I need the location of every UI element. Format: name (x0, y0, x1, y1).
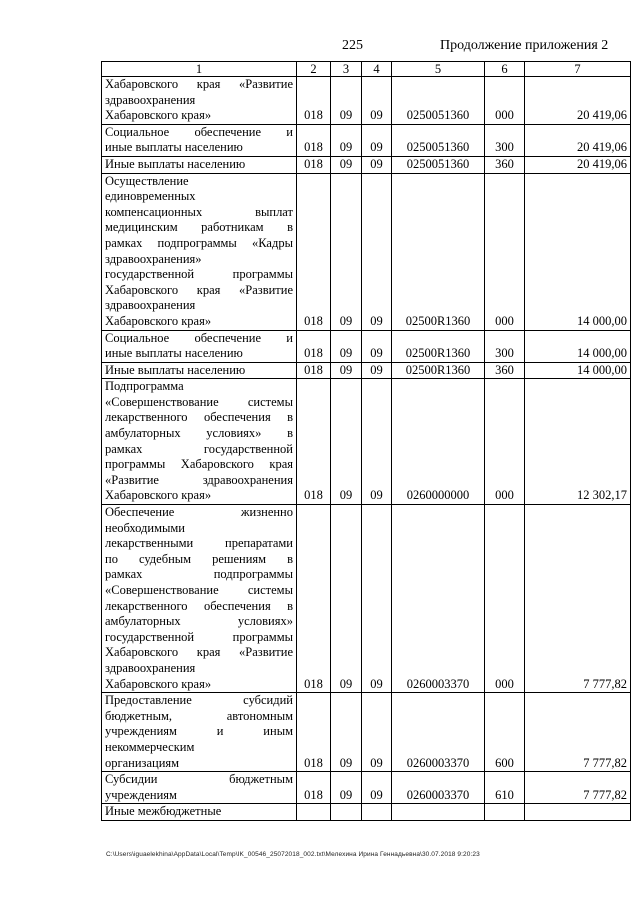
description-line: Хабаровского края» (105, 108, 212, 123)
description-line: некоммерческим (105, 739, 195, 754)
continuation-heading: Продолжение приложения 2 (440, 38, 609, 53)
target-article-code: 02500R1360 (392, 362, 485, 379)
section-code: 09 (331, 77, 362, 125)
expense-type-code: 000 (485, 379, 525, 505)
page-number: 225 (342, 38, 363, 53)
description-line: лекарственного обеспечения в (105, 598, 293, 613)
amount: 7 777,82 (525, 772, 631, 804)
expense-type-code: 600 (485, 693, 525, 772)
column-header: 1 (102, 62, 297, 77)
subsection-code: 09 (362, 379, 392, 505)
row-description (102, 772, 297, 804)
column-header: 7 (525, 62, 631, 77)
row-description (102, 173, 297, 330)
ministry-code: 018 (297, 379, 331, 505)
description-line: «Совершенствование системы (105, 394, 293, 409)
expense-type-code (485, 804, 525, 821)
subsection-code: 09 (362, 77, 392, 125)
expense-type-code: 000 (485, 173, 525, 330)
section-code: 09 (331, 124, 362, 156)
target-article-code: 0260003370 (392, 505, 485, 693)
description-line: Подпрограмма (105, 379, 184, 394)
subsection-code: 09 (362, 362, 392, 379)
description-line: здравоохранения (105, 298, 196, 313)
description-line: иные выплаты населению (105, 140, 243, 155)
table-row (102, 693, 631, 772)
description-line: Иные выплаты населению (105, 362, 246, 377)
subsection-code: 09 (362, 173, 392, 330)
row-description (102, 379, 297, 505)
section-code: 09 (331, 505, 362, 693)
description-line: здравоохранения (105, 660, 196, 675)
description-line: амбулаторных условиях» в (105, 426, 293, 441)
description-line: Субсидии бюджетным (105, 772, 293, 787)
column-header: 5 (392, 62, 485, 77)
description-line: по судебным решениям в (105, 551, 293, 566)
description-line: Осуществление (105, 173, 189, 188)
amount: 14 000,00 (525, 362, 631, 379)
subsection-code: 09 (362, 124, 392, 156)
subsection-code: 09 (362, 156, 392, 173)
section-code: 09 (331, 379, 362, 505)
table-body (102, 77, 631, 821)
target-article-code: 0260003370 (392, 772, 485, 804)
description-line: Иные межбюджетные (105, 804, 222, 819)
description-line: медицинским работникам в (105, 220, 293, 235)
section-code (331, 804, 362, 821)
ministry-code: 018 (297, 156, 331, 173)
subsection-code: 09 (362, 505, 392, 693)
expense-type-code: 360 (485, 156, 525, 173)
ministry-code: 018 (297, 772, 331, 804)
ministry-code: 018 (297, 77, 331, 125)
column-header: 6 (485, 62, 525, 77)
table-row (102, 505, 631, 693)
section-code: 09 (331, 173, 362, 330)
description-line: здравоохранения (105, 92, 196, 107)
amount: 14 000,00 (525, 173, 631, 330)
description-line: Предоставление субсидий (105, 693, 293, 708)
expense-type-code: 360 (485, 362, 525, 379)
description-line: лекарственными препаратами (105, 536, 293, 551)
description-line: Социальное обеспечение и (105, 330, 293, 345)
table-header-row (102, 62, 631, 77)
row-description (102, 362, 297, 379)
table-row (102, 804, 631, 821)
column-header: 2 (297, 62, 331, 77)
description-line: компенсационных выплат (105, 204, 293, 219)
column-header: 3 (331, 62, 362, 77)
target-article-code: 0250051360 (392, 124, 485, 156)
table-row (102, 156, 631, 173)
description-line: «Совершенствование системы (105, 583, 293, 597)
target-article-code: 0260000000 (392, 379, 485, 505)
description-line: Хабаровского края» (105, 313, 212, 328)
ministry-code: 018 (297, 693, 331, 772)
ministry-code: 018 (297, 330, 331, 362)
description-line: Обеспечение жизненно (105, 505, 293, 520)
description-line: здравоохранения» (105, 251, 202, 266)
description-line: Иные выплаты населению (105, 156, 246, 171)
section-code: 09 (331, 156, 362, 173)
description-line: рамках подпрограммы (105, 567, 293, 582)
expense-type-code: 000 (485, 77, 525, 125)
description-line: рамках государственной (105, 441, 293, 456)
ministry-code: 018 (297, 362, 331, 379)
description-line: Хабаровского края» (105, 488, 212, 503)
amount: 20 419,06 (525, 77, 631, 125)
subsection-code: 09 (362, 693, 392, 772)
table-row (102, 173, 631, 330)
description-line: Хабаровского края «Развитие (105, 77, 293, 91)
table-row (102, 330, 631, 362)
description-line: программы Хабаровского края (105, 457, 293, 472)
expense-type-code: 610 (485, 772, 525, 804)
section-code: 09 (331, 772, 362, 804)
target-article-code: 02500R1360 (392, 173, 485, 330)
target-article-code: 0260003370 (392, 693, 485, 772)
target-article-code: 0250051360 (392, 156, 485, 173)
subsection-code (362, 804, 392, 821)
amount: 7 777,82 (525, 693, 631, 772)
section-code: 09 (331, 362, 362, 379)
amount: 7 777,82 (525, 505, 631, 693)
target-article-code: 02500R1360 (392, 330, 485, 362)
description-line: государственной программы (105, 629, 293, 644)
section-code: 09 (331, 693, 362, 772)
expense-type-code: 000 (485, 505, 525, 693)
amount: 20 419,06 (525, 156, 631, 173)
description-line: иные выплаты населению (105, 346, 243, 361)
table-row (102, 379, 631, 505)
amount: 20 419,06 (525, 124, 631, 156)
description-line: необходимыми (105, 520, 185, 535)
description-line: организациям (105, 755, 180, 770)
row-description (102, 693, 297, 772)
row-description (102, 124, 297, 156)
ministry-code (297, 804, 331, 821)
description-line: «Развитие здравоохранения (105, 472, 293, 487)
subsection-code: 09 (362, 772, 392, 804)
description-line: Хабаровского края» (105, 676, 212, 691)
row-description (102, 156, 297, 173)
table-row (102, 772, 631, 804)
description-line: бюджетным, автономным (105, 708, 293, 723)
description-line: единовременных (105, 189, 196, 204)
section-code: 09 (331, 330, 362, 362)
ministry-code: 018 (297, 173, 331, 330)
row-description (102, 505, 297, 693)
file-path-footer: C:\Users\iguaelekhina\AppData\Local\Temp\IK_00546_25072018_002.txt\Мелехина Ирина Геннадьевна\30.07.2018 9:20:23 (106, 851, 480, 858)
expense-type-code: 300 (485, 124, 525, 156)
description-line: Хабаровского края «Развитие (105, 282, 293, 297)
description-line: Хабаровского края «Развитие (105, 645, 293, 660)
description-line: учреждениям (105, 787, 177, 802)
row-description (102, 77, 297, 125)
target-article-code (392, 804, 485, 821)
amount: 12 302,17 (525, 379, 631, 505)
subsection-code: 09 (362, 330, 392, 362)
description-line: лекарственного обеспечения в (105, 410, 293, 425)
column-header: 4 (362, 62, 392, 77)
ministry-code: 018 (297, 124, 331, 156)
expense-type-code: 300 (485, 330, 525, 362)
description-line: государственной программы (105, 267, 293, 282)
description-line: Социальное обеспечение и (105, 124, 293, 139)
table-row (102, 362, 631, 379)
table-row (102, 77, 631, 125)
amount: 14 000,00 (525, 330, 631, 362)
table-row (102, 124, 631, 156)
ministry-code: 018 (297, 505, 331, 693)
amount (525, 804, 631, 821)
budget-table (101, 61, 631, 821)
description-line: амбулаторных условиях» (105, 614, 293, 629)
row-description (102, 804, 297, 821)
description-line: рамках подпрограммы «Кадры (105, 235, 293, 250)
description-line: учреждениям и иным (105, 724, 293, 739)
row-description (102, 330, 297, 362)
target-article-code: 0250051360 (392, 77, 485, 125)
